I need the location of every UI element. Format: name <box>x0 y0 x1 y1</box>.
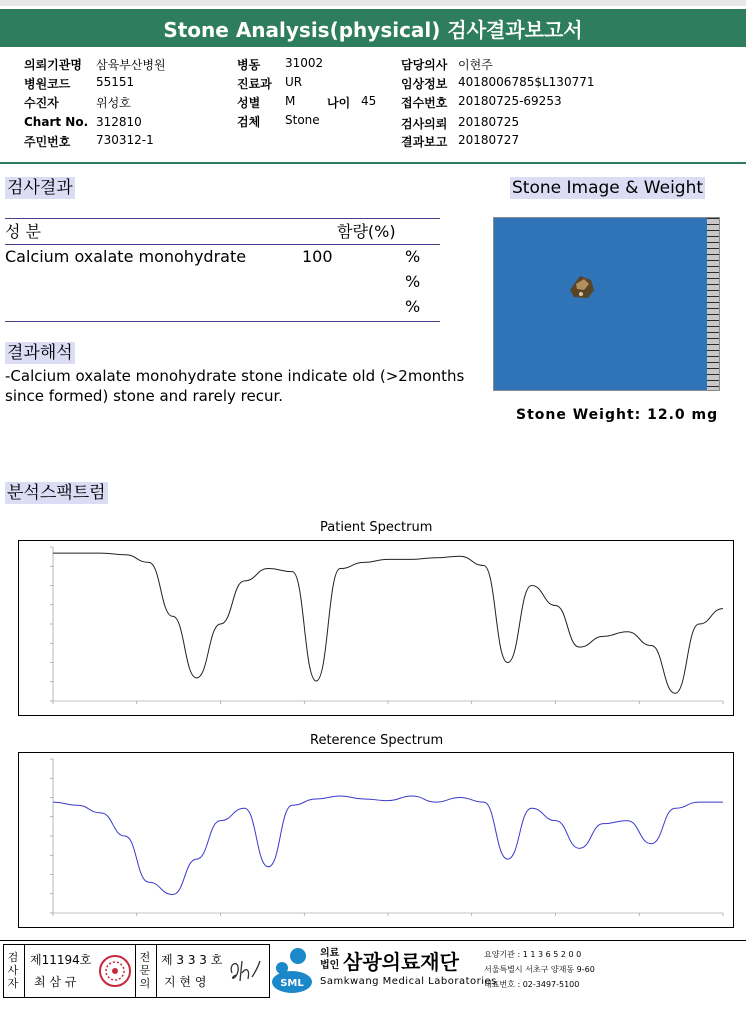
percent-unit: % <box>405 247 421 266</box>
signature-box <box>3 944 270 998</box>
info-value: 20180725-69253 <box>458 94 562 108</box>
info-value: 31002 <box>285 56 324 70</box>
interpretation-section-title: 결과해석 <box>7 343 73 363</box>
org-name: 삼광의료재단 <box>343 950 459 974</box>
top-border <box>0 0 746 6</box>
info-label: 접수번호 <box>401 96 448 110</box>
info-value: 위성호 <box>96 96 131 110</box>
info-value: 20180727 <box>458 133 520 147</box>
info-label: 병동 <box>237 58 261 72</box>
info-value: 4018006785$L130771 <box>458 75 595 89</box>
info-value: 삼육부산병원 <box>96 58 166 72</box>
info-label: 검체 <box>237 115 261 129</box>
stone-weight: Stone Weight: 12.0 mg <box>516 407 719 423</box>
info-value: 45 <box>361 94 377 108</box>
info-label: 수진자 <box>24 96 59 110</box>
percent-unit: % <box>405 272 421 291</box>
info-value: 312810 <box>96 115 142 129</box>
org-phone: 대표번호 : 02-3497-5100 <box>484 980 580 989</box>
patient-info <box>0 52 746 164</box>
spectrum-axis <box>53 759 723 913</box>
stone-icon <box>494 218 719 390</box>
table-header-rule <box>5 244 440 245</box>
spectrum-line <box>53 796 723 895</box>
table-bottom-rule <box>5 321 440 322</box>
info-label: 병원코드 <box>24 77 71 91</box>
ruler-strip <box>707 218 719 390</box>
info-label: 진료과 <box>237 77 272 91</box>
specialist-name: 지 현 영 <box>164 975 207 989</box>
examiner-license: 제11194호 <box>30 953 92 967</box>
info-value: Stone <box>285 113 320 127</box>
info-value: 이현주 <box>458 58 493 72</box>
patient-spectrum-plot <box>19 541 733 715</box>
org-english-name: Samkwang Medical Laboratories <box>320 976 497 987</box>
reference-spectrum-title: Reterence Spectrum <box>310 733 444 748</box>
results-section-title: 검사결과 <box>7 178 73 198</box>
spectrum-axis <box>53 547 723 701</box>
logo-text: SML <box>280 978 304 989</box>
org-prefix: 의료법인 <box>320 948 340 971</box>
patient-spectrum-chart <box>18 540 734 716</box>
specialist-license: 제 3 3 3 호 <box>161 953 223 967</box>
org-code: 요양기관 : 1 1 3 6 5 2 0 0 <box>484 950 582 959</box>
examiner-label: 검사자 <box>7 951 19 990</box>
spectrum-section-title: 분석스팩트럼 <box>7 483 106 503</box>
content-header: 함량(%) <box>337 222 396 241</box>
spectrum-line <box>53 553 723 693</box>
info-value: 55151 <box>96 75 135 89</box>
info-label: 임상정보 <box>401 77 448 91</box>
specialist-label: 전문의 <box>139 951 151 990</box>
info-value: UR <box>285 75 303 89</box>
seal-icon <box>97 951 133 991</box>
info-label: 의뢰기관명 <box>24 58 82 72</box>
info-value: M <box>285 94 296 108</box>
info-label: 성별 <box>237 96 261 110</box>
stone-section-title: Stone Image & Weight <box>512 178 704 198</box>
reference-spectrum-chart <box>18 752 734 928</box>
info-label: 결과보고 <box>401 135 448 149</box>
info-label: 나이 <box>327 96 351 110</box>
component-value: 100 <box>302 247 333 266</box>
org-address: 서울특별시 서초구 양재동 9-60 <box>484 965 595 974</box>
info-label: 검사의뢰 <box>401 117 448 131</box>
info-value: 730312-1 <box>96 133 154 147</box>
component-name: Calcium oxalate monohydrate <box>5 247 247 266</box>
percent-unit: % <box>405 297 421 316</box>
interpretation-text: -Calcium oxalate monohydrate stone indicate old (>2months since formed) stone and rarely recur. <box>5 367 465 405</box>
report-title: Stone Analysis(physical) 검사결과보고서 <box>0 9 746 47</box>
info-label: Chart No. <box>24 115 89 129</box>
stone-photo <box>493 217 720 391</box>
signature-icon <box>224 953 264 987</box>
reference-spectrum-plot <box>19 753 733 927</box>
info-label: 담당의사 <box>401 58 448 72</box>
patient-spectrum-title: Patient Spectrum <box>320 520 433 535</box>
component-header: 성 분 <box>5 222 41 241</box>
sml-logo-icon <box>270 946 316 994</box>
info-label: 주민번호 <box>24 135 71 149</box>
examiner-name: 최 삼 규 <box>34 975 77 989</box>
info-value: 20180725 <box>458 115 520 129</box>
